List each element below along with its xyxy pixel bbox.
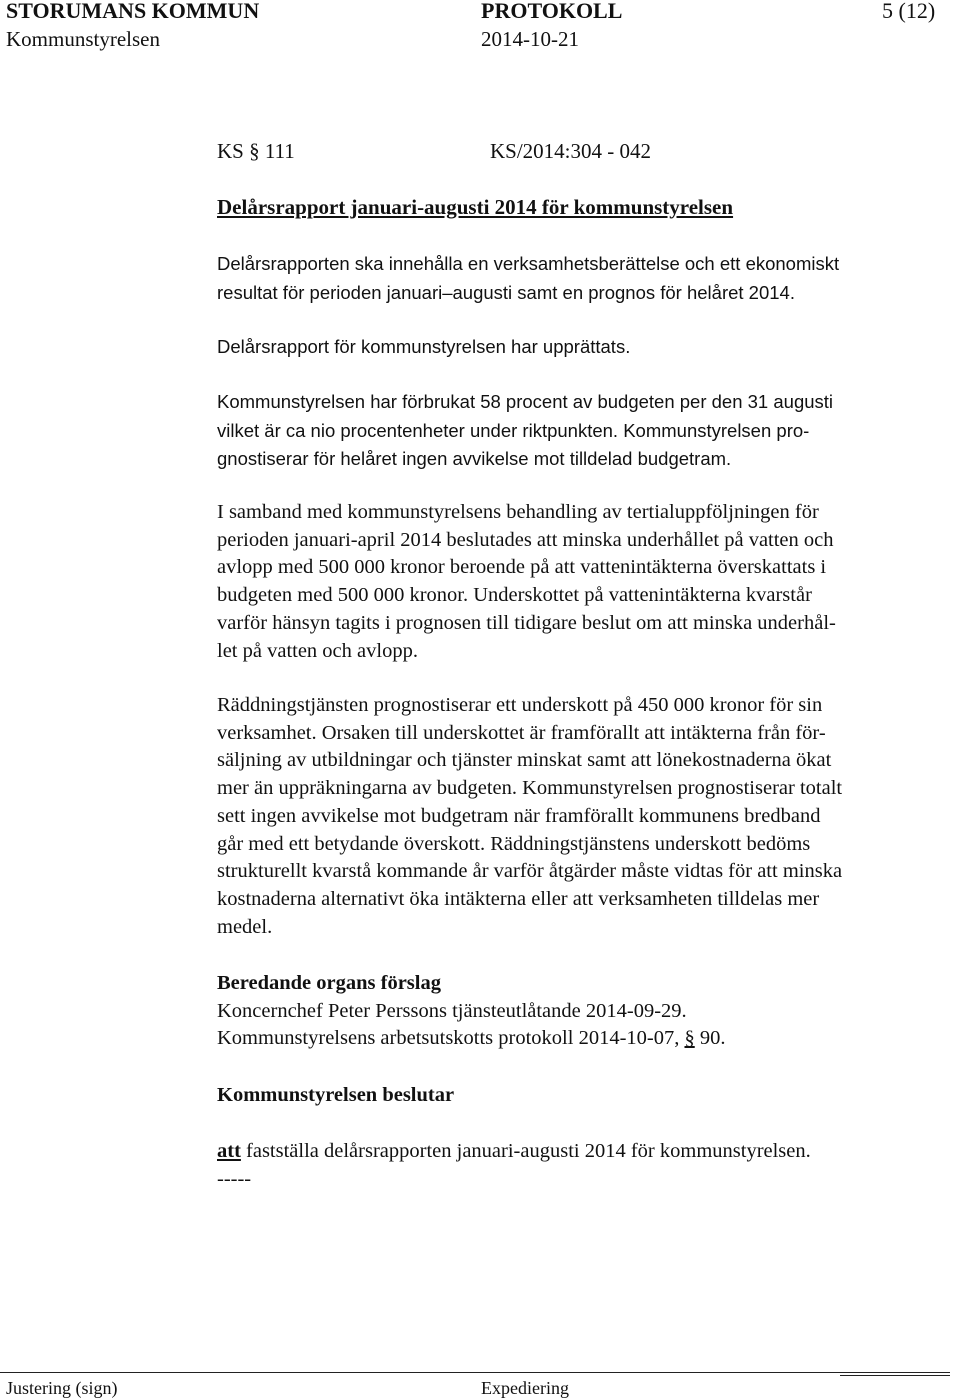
- municipality-name: STORUMANS KOMMUN: [6, 0, 260, 23]
- decision-text: fastställa delårsrapporten januari-augusti 2014 för kommunstyrelsen.: [246, 1140, 811, 1162]
- diary-number: KS/2014:304 - 042: [490, 139, 652, 163]
- decision-line: [217, 1138, 942, 1166]
- decision-att: att: [217, 1140, 241, 1162]
- meeting-date: 2014-10-21: [481, 27, 579, 51]
- text-line: gnostiserar för helåret ingen avvikelse mot tilldelad budgetram.: [217, 448, 732, 469]
- text-line: går med ett betydande överskott. Räddningstjänstens underskott bedöms: [217, 832, 811, 855]
- paragraph-water: [217, 499, 942, 665]
- proposal-heading: Beredande organs förslag: [217, 972, 441, 994]
- case-title: Delårsrapport januari-augusti 2014 för kommunstyrelsen: [217, 195, 734, 219]
- section-sign: §: [684, 1027, 695, 1050]
- text-line: avlopp med 500 000 kronor beroende på att vattenintäkterna överskattats i: [217, 556, 827, 579]
- footer-divider-short: [840, 1375, 950, 1376]
- footer-divider: [0, 1372, 950, 1373]
- case-paragraph: KS § 111: [217, 139, 295, 163]
- paragraph-budget: [217, 388, 942, 474]
- proposal-line: Koncernchef Peter Perssons tjänsteutlåtande 2014-09-29.: [217, 999, 687, 1022]
- proposal-line-prefix: Kommunstyrelsens arbetsutskotts protokoll 2014-10-07,: [217, 1027, 680, 1050]
- paragraph-rescue: [217, 692, 942, 941]
- text-line: varför hänsyn tagits i prognosen till tidigare beslut om att minska underhål-: [217, 611, 836, 634]
- text-line: mer än uppräkningarna av budgeten. Kommunstyrelsen prognostiserar totalt: [217, 777, 843, 800]
- text-line: strukturellt kvarstå kommande år varför åtgärder måste vidtas för att minska: [217, 860, 843, 883]
- end-mark: -----: [217, 1167, 252, 1190]
- text-line: I samband med kommunstyrelsens behandling av tertialuppföljningen för: [217, 501, 819, 523]
- text-line: medel.: [217, 915, 273, 938]
- text-line: kostnaderna alternativt öka intäkterna eller att verksamheten tilldelas mer: [217, 887, 820, 910]
- decision-body: [217, 1138, 942, 1193]
- text-line: sett ingen avvikelse mot budgetram när framförallt kommunens bredband: [217, 804, 821, 827]
- text-line: let på vatten och avlopp.: [217, 639, 418, 662]
- text-line: resultat för perioden januari–augusti samt en prognos för helåret 2014.: [217, 281, 795, 303]
- paragraph-prepared: [217, 333, 942, 362]
- page-number: 5 (12): [882, 0, 936, 23]
- text-line: perioden januari-april 2014 beslutades att minska underhållet på vatten och: [217, 528, 834, 551]
- text-line: Delårsrapporten ska innehålla en verksamhetsberättelse och ett ekonomiskt: [217, 253, 840, 274]
- proposal-line: [217, 1025, 942, 1053]
- proposal-section: [217, 970, 942, 1053]
- text-line: Kommunstyrelsen har förbrukat 58 procent av budgeten per den 31 augusti: [217, 391, 834, 412]
- decision-heading: Kommunstyrelsen beslutar: [217, 1084, 455, 1106]
- document-type: PROTOKOLL: [481, 0, 623, 23]
- footer-dispatch-label: Expediering: [481, 1378, 569, 1398]
- proposal-line-suffix: 90.: [699, 1027, 726, 1050]
- text-line: säljning av utbildningar och tjänster minskat samt att lönekostnaderna ökat: [217, 749, 832, 772]
- text-line: verksamhet. Orsaken till underskottet är framförallt att intäkterna från för-: [217, 721, 826, 744]
- paragraph-intro: [217, 250, 942, 307]
- footer-signature-label: Justering (sign): [6, 1378, 118, 1398]
- decision-section: [217, 1082, 942, 1110]
- text-line: Räddningstjänsten prognostiserar ett underskott på 450 000 kronor för sin: [217, 694, 823, 716]
- text-line: Delårsrapport för kommunstyrelsen har upprättats.: [217, 336, 631, 357]
- meeting-body: Kommunstyrelsen: [6, 27, 160, 51]
- text-line: vilket är ca nio procentenheter under riktpunkten. Kommunstyrelsen pro-: [217, 419, 810, 441]
- text-line: budgeten med 500 000 kronor. Underskottet på vattenintäkterna kvarstår: [217, 584, 812, 607]
